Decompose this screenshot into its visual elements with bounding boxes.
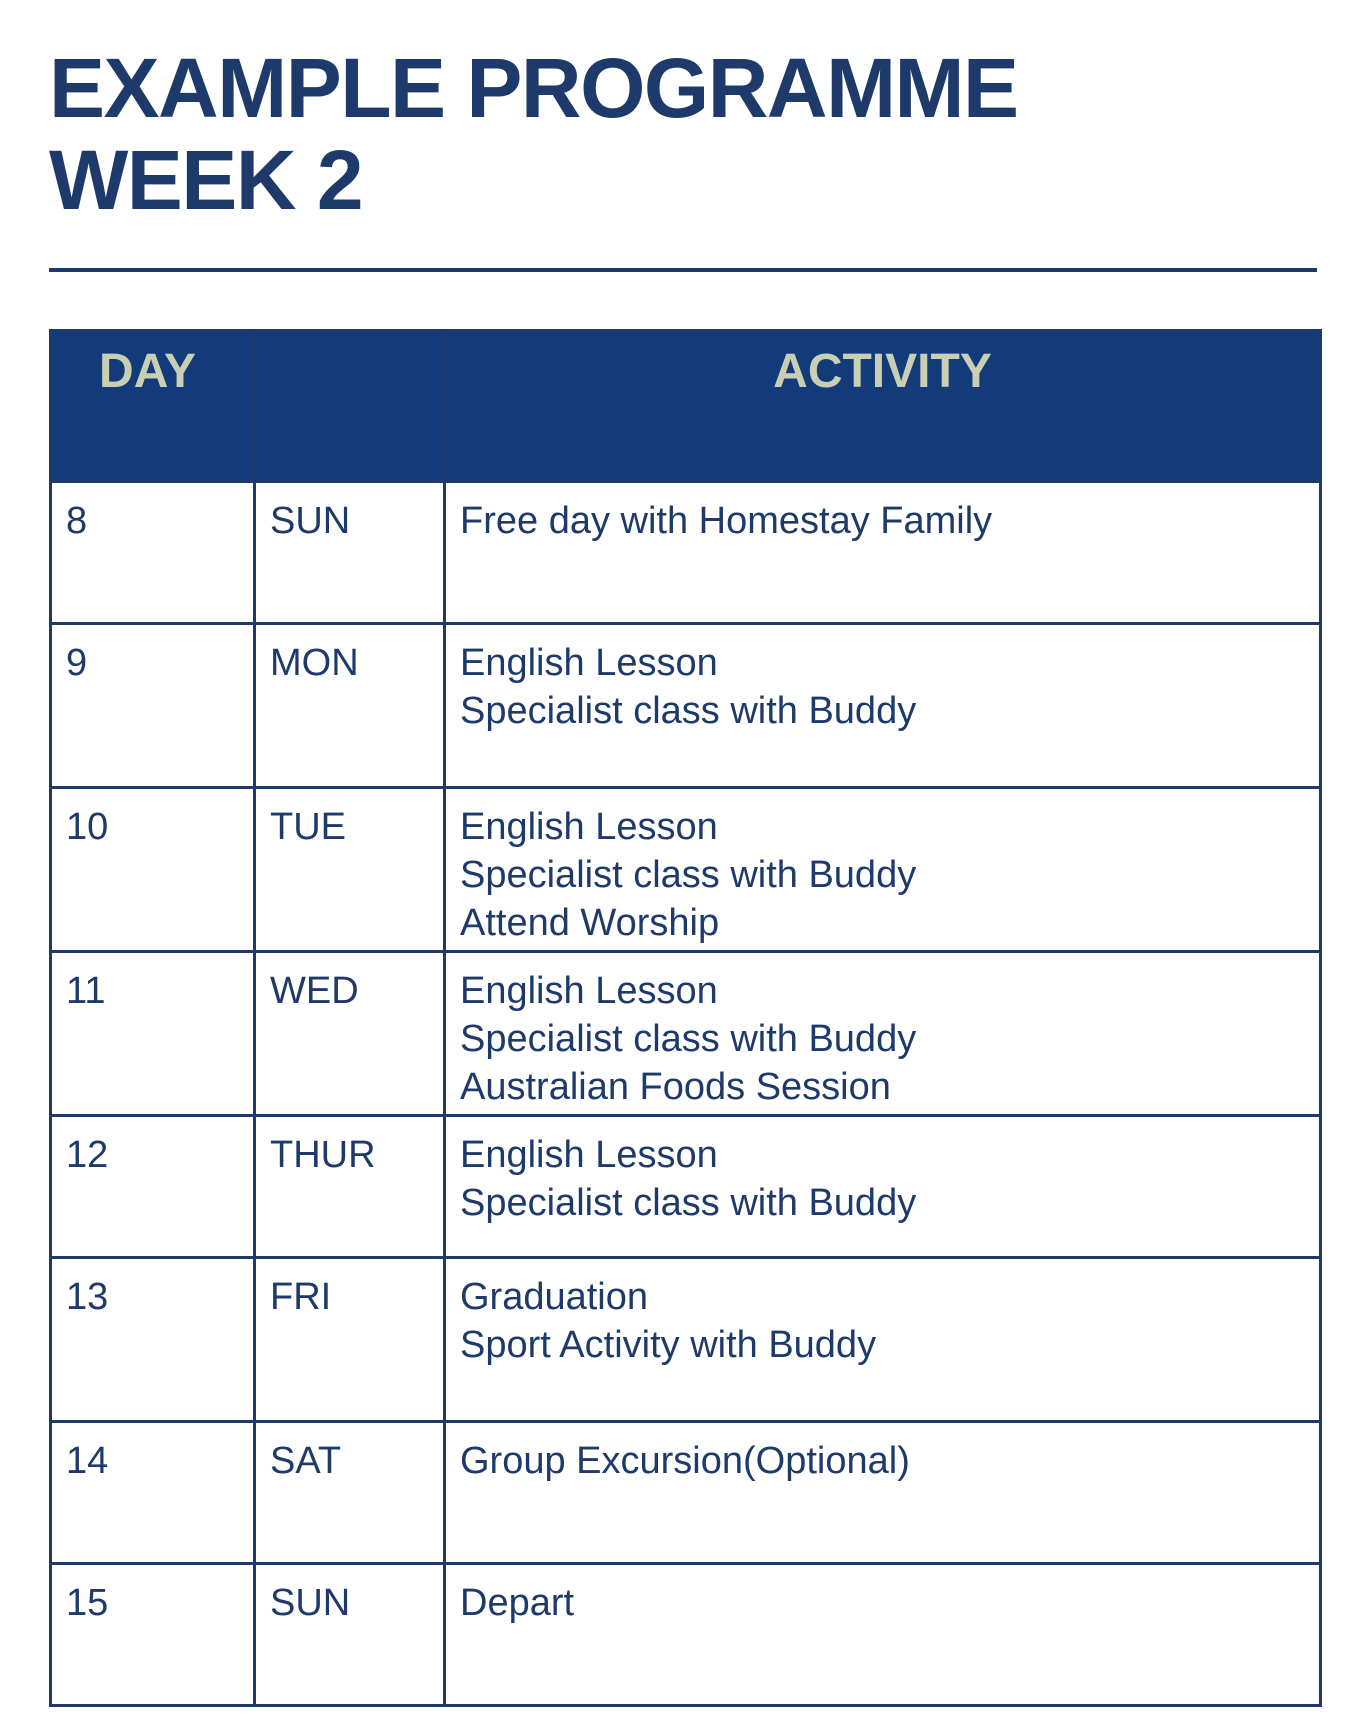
- table-row: [51, 1422, 1321, 1564]
- header-weekday: [255, 331, 445, 482]
- day-number: 14: [51, 1422, 255, 1564]
- title-divider: [49, 268, 1317, 272]
- activity-cell: [445, 624, 1321, 788]
- header-day: DAY: [51, 331, 255, 482]
- day-number: 11: [51, 952, 255, 1116]
- table-row: [51, 1116, 1321, 1258]
- weekday: WED: [255, 952, 445, 1116]
- activity-line: Specialist class with Buddy: [460, 1182, 917, 1224]
- weekday: TUE: [255, 788, 445, 952]
- activity-line: English Lesson: [460, 970, 718, 1012]
- day-number: 8: [51, 482, 255, 624]
- activity-line: Free day with Homestay Family: [460, 500, 993, 542]
- day-number: 9: [51, 624, 255, 788]
- day-number: 13: [51, 1258, 255, 1422]
- weekday: SUN: [255, 1564, 445, 1706]
- activity-line: English Lesson: [460, 806, 718, 848]
- activity-line: English Lesson: [460, 1134, 718, 1176]
- table-row: [51, 1564, 1321, 1706]
- weekday: THUR: [255, 1116, 445, 1258]
- header-row: [51, 331, 1321, 482]
- activity-line: Depart: [460, 1582, 575, 1624]
- activity-line: Sport Activity with Buddy: [460, 1324, 877, 1366]
- weekday: FRI: [255, 1258, 445, 1422]
- activity-cell: [445, 952, 1321, 1116]
- programme-table-header: [51, 331, 1321, 482]
- table-row: [51, 624, 1321, 788]
- weekday: SAT: [255, 1422, 445, 1564]
- activity-cell: [445, 1564, 1321, 1706]
- activity-cell: [445, 1422, 1321, 1564]
- activity-line: Specialist class with Buddy: [460, 1018, 917, 1060]
- activity-line: Graduation: [460, 1276, 649, 1318]
- activity-cell: [445, 1116, 1321, 1258]
- table-row: [51, 482, 1321, 624]
- page-title-line-2: WEEK 2: [49, 133, 363, 227]
- weekday: MON: [255, 624, 445, 788]
- activity-line: Group Excursion(Optional): [460, 1440, 910, 1482]
- day-number: 12: [51, 1116, 255, 1258]
- page-title-line-1: EXAMPLE PROGRAMME: [49, 41, 1018, 135]
- day-number: 10: [51, 788, 255, 952]
- table-row: [51, 1258, 1321, 1422]
- activity-line: Specialist class with Buddy: [460, 690, 917, 732]
- programme-table: [49, 329, 1322, 1707]
- activity-line: Australian Foods Session: [460, 1066, 891, 1108]
- activity-line: English Lesson: [460, 642, 718, 684]
- activity-cell: [445, 1258, 1321, 1422]
- activity-cell: [445, 788, 1321, 952]
- table-row: [51, 952, 1321, 1116]
- day-number: 15: [51, 1564, 255, 1706]
- weekday: SUN: [255, 482, 445, 624]
- page-title: [49, 42, 1018, 226]
- activity-line: Attend Worship: [460, 902, 720, 944]
- activity-line: Specialist class with Buddy: [460, 854, 917, 896]
- activity-cell: [445, 482, 1321, 624]
- header-activity: ACTIVITY: [445, 331, 1321, 482]
- table-row: [51, 788, 1321, 952]
